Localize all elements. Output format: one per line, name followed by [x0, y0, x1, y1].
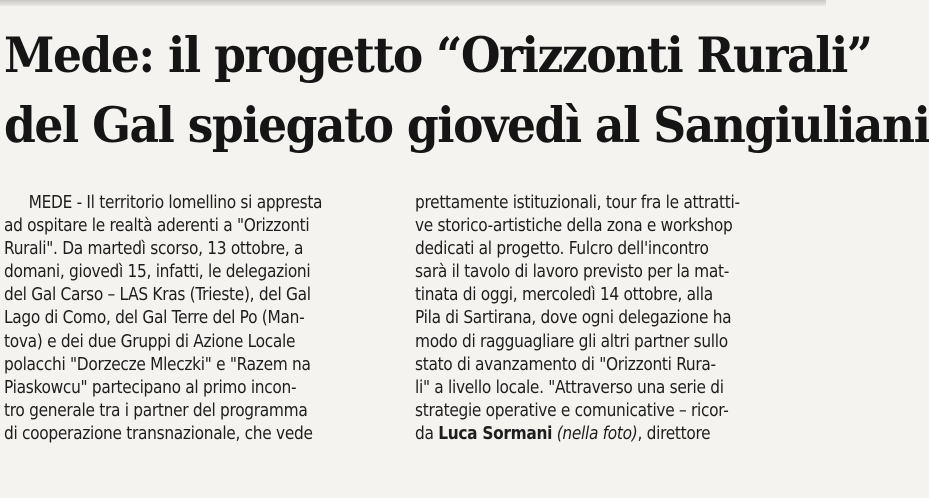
column-line: Lago di Como, del Gal Terre del Po (Man-	[4, 308, 305, 329]
column-line: tro generale tra i partner del programma	[4, 400, 308, 421]
top-rule	[0, 0, 826, 6]
column-line: dedicati al progetto. Fulcro dell'incontro	[415, 239, 709, 260]
column-line: domani, giovedì 15, infatti, le delegazioni	[4, 262, 311, 283]
column-line: stato di avanzamento di "Orizzonti Rura-	[415, 354, 716, 375]
column-line: tova) e dei due Gruppi di Azione Locale	[4, 331, 296, 352]
headline-line-2: del Gal spiegato giovedì al Sangiuliani	[4, 96, 929, 154]
column-line: MEDE - Il territorio lomellino si appresta	[28, 193, 323, 213]
article-column-right	[415, 192, 820, 446]
column-line: del Gal Carso – LAS Kras (Trieste), del Gal	[4, 285, 311, 306]
person-name: Luca Sormani	[438, 423, 553, 444]
column-line: li" a livello locale. "Attraverso una serie di	[415, 377, 724, 398]
photo-note: (nella foto)	[556, 423, 638, 444]
column-line: strategie operative e comunicative – ricor-	[415, 400, 729, 421]
column-line-last	[415, 423, 820, 446]
column-line: tinata di oggi, mercoledì 14 ottobre, alla	[415, 285, 713, 306]
column-line: Rurali". Da martedì scorso, 13 ottobre, a	[4, 239, 304, 260]
column-line: ad ospitare le realtà aderenti a "Orizzonti	[4, 216, 310, 237]
text-fragment: da	[415, 423, 439, 444]
column-line: sarà il tavolo di lavoro previsto per la mat-	[415, 262, 729, 283]
text-fragment: , direttore	[637, 423, 711, 444]
column-line: polacchi "Dorzecze Mleczki" e "Razem na	[4, 354, 311, 375]
article-column-left	[4, 192, 391, 446]
column-line: Piaskowcu" partecipano al primo incon-	[4, 377, 297, 398]
column-line: Pila di Sartirana, dove ogni delegazione ha	[415, 308, 732, 329]
headline-line-1: Mede: il progetto “Orizzonti Rurali”	[4, 26, 872, 84]
column-line: di cooperazione transnazionale, che vede	[4, 423, 313, 444]
headline	[4, 20, 929, 160]
column-line: ve storico-artistiche della zona e workshop	[415, 216, 733, 237]
column-line: modo di ragguagliare gli altri partner sullo	[415, 331, 728, 352]
column-line: prettamente istituzionali, tour fra le attratti-	[415, 193, 740, 213]
